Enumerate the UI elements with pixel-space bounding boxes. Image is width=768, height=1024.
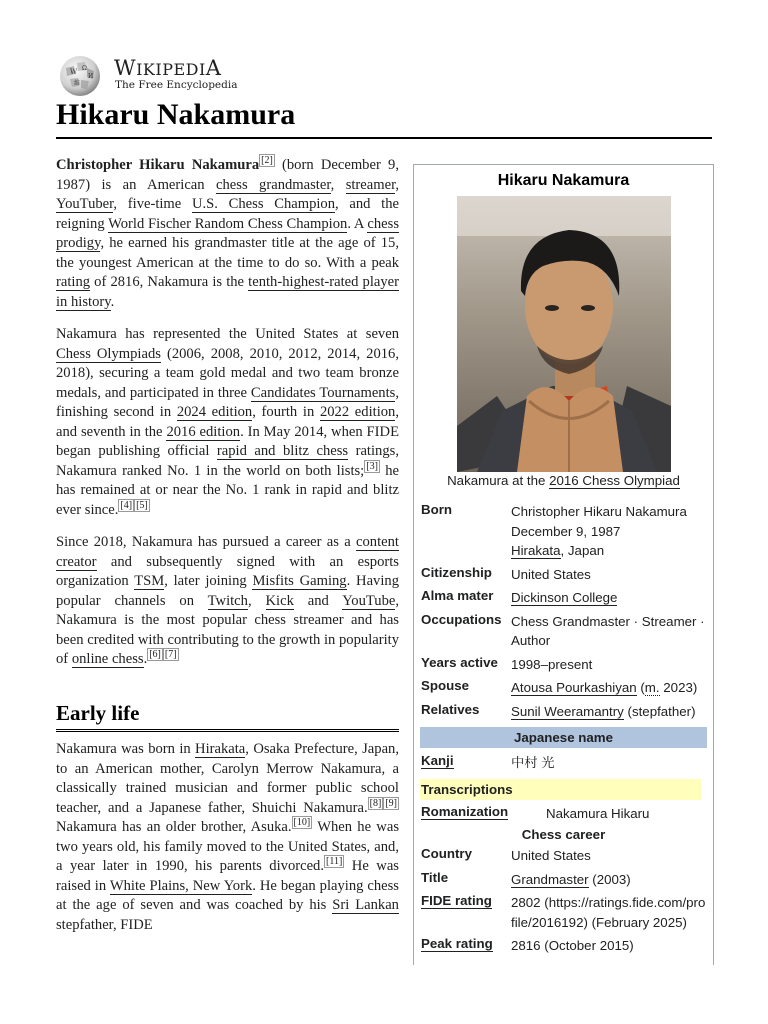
link-romanization[interactable]: Romanization <box>421 803 509 819</box>
wikipedia-tagline: The Free Encyclopedia <box>115 79 238 91</box>
row-relatives: Relatives Sunil Weeramantry (stepfather) <box>421 701 696 719</box>
wikipedia-globe-logo[interactable] <box>56 54 104 98</box>
row-fide-rating: FIDE rating 2802 (https://ratings.fide.com/profile/2016192) (February 2025) <box>421 893 706 930</box>
value-born: Christopher Hikaru Nakamura December 9, 1987 Hirakata, Japan <box>511 504 687 558</box>
link-youtuber[interactable]: YouTuber <box>56 196 114 212</box>
section-japanese-name: Japanese name <box>420 727 707 748</box>
link-chess-prodigy[interactable]: chess prodigy <box>56 215 400 251</box>
link-twitch[interactable]: Twitch <box>207 592 248 609</box>
row-country: Country United States <box>421 846 591 863</box>
infobox <box>413 164 714 965</box>
link-youtube[interactable]: YouTube <box>342 592 396 609</box>
link-misfits[interactable]: Misfits Gaming <box>252 573 347 589</box>
ref-link[interactable]: [2] <box>261 155 273 166</box>
row-kanji: Kanji 中村 光 <box>421 753 555 770</box>
link-candidates[interactable]: Candidates Tournaments <box>250 384 396 401</box>
link-online-chess[interactable]: online chess <box>71 651 144 667</box>
link-chess-grandmaster[interactable]: chess grandmaster <box>216 176 331 193</box>
link-fischer-random[interactable]: World Fischer Random Chess Champion <box>108 215 348 232</box>
link-fide-rating[interactable]: FIDE rating <box>421 893 492 908</box>
article-body <box>56 156 399 948</box>
ref <box>364 460 380 473</box>
row-years-active: Years active 1998–present <box>421 654 593 672</box>
ref <box>292 816 313 829</box>
ref <box>368 797 399 810</box>
page-title: Hikaru Nakamura <box>56 98 712 139</box>
ref <box>118 499 149 512</box>
ref-link[interactable]: [3] <box>366 460 378 472</box>
link-peak-rating[interactable]: Peak rating <box>421 936 493 951</box>
row-romanization: Romanization Nakamura Hikaru <box>421 803 650 821</box>
link-streamer[interactable]: streamer <box>345 176 396 193</box>
row-alma-mater: Alma mater Dickinson College <box>421 588 618 605</box>
link-kanji[interactable]: Kanji <box>421 753 454 768</box>
intro-paragraph-1: Christopher Hikaru Nakamura [2] (born December 9, 1987) is an American chess grandmaster, streamer, YouTuber, five-time U.S. Chess Champion, and the reigning World Fischer Random Chess Champion. A chess prodigy, he earned his grandmaster title at the age of 15, the youngest American at the time to do so. With a peak rating of 2816, Nakamura is the tenth-highest-rated player in history. <box>56 155 400 310</box>
link-rating[interactable]: rating <box>56 274 91 290</box>
ref-link[interactable]: [10] <box>293 817 311 828</box>
ref-link[interactable]: [4] <box>120 499 133 511</box>
section-heading-early-life: Early life <box>56 704 399 733</box>
link-spouse[interactable]: Atousa Pourkashiyan <box>511 680 637 695</box>
section-chess-career: Chess career <box>521 827 606 842</box>
svg-text:И: И <box>88 73 94 80</box>
ref-link[interactable]: [11] <box>326 856 343 867</box>
link-2016-chess-olympiad[interactable]: 2016 Chess Olympiad <box>549 473 680 488</box>
link-hirakata-infobox[interactable]: Hirakata <box>511 543 561 558</box>
ref-link[interactable]: [7] <box>164 649 177 660</box>
link-rapid-blitz[interactable]: rapid and blitz chess <box>216 443 349 459</box>
row-citizenship: Citizenship United States <box>421 564 591 582</box>
link-white-plains[interactable]: White Plains, New York <box>109 877 253 894</box>
ref <box>259 154 275 167</box>
link-grandmaster[interactable]: Grandmaster <box>511 871 589 887</box>
photo-caption: Nakamura at the 2016 Chess Olympiad <box>447 473 680 488</box>
ref-link[interactable]: [8] <box>369 797 382 809</box>
row-peak-rating: Peak rating 2816 (October 2015) <box>421 936 634 953</box>
row-title: Title Grandmaster (2003) <box>421 869 631 887</box>
row-born <box>421 502 707 561</box>
row-spouse: Spouse Atousa Pourkashiyan (m. 2023) <box>421 678 698 695</box>
ref-link[interactable]: [5] <box>136 499 148 511</box>
ref <box>324 855 344 868</box>
link-sri-lankan[interactable]: Sri Lankan <box>332 897 399 913</box>
wikipedia-wordmark[interactable]: WIKIPEDIA <box>114 56 222 80</box>
link-tsm[interactable]: TSM <box>134 573 165 589</box>
link-dickinson[interactable]: Dickinson College <box>511 590 618 605</box>
link-tenth-highest[interactable]: tenth-highest-rated player in history <box>56 274 399 310</box>
svg-text:W: W <box>70 68 78 76</box>
intro-paragraph-2: Nakamura has represented the United States at seven Chess Olympiads (2006, 2008, 2010, 2012, 2014, 2016, 2018), securing a team gold medal and two team bronze medals, and participated in three Candidates Tournaments, finishing second in 2024 edition, fourth in 2022 edition, and seventh in the 2016 edition. In May 2014, when FIDE began publishing official rapid and blitz chess ratings, Nakamura ranked No. 1 in the world on both lists; [3] he has remained at or near the No. 1 rank in rapid and blitz ever since. [4] [5] <box>56 326 399 518</box>
row-occupations: Occupations Chess Grandmaster · Streamer · Author <box>421 611 705 648</box>
link-content-creator[interactable]: content creator <box>56 534 399 570</box>
infobox-title: Hikaru Nakamura <box>497 172 630 189</box>
svg-text:維: 維 <box>74 80 81 87</box>
intro-paragraph-3: Since 2018, Nakamura has pursued a career as a content creator and subsequently signed with an esports organization TSM, later joining Misfits Gaming. Having popular channels on Twitch, Kick and YouTube, Nakamura is the most popular chess streamer and has been credited with contributing to the growth in popularity of online chess. [6] [7] <box>56 534 400 667</box>
label-born: Born <box>421 502 453 517</box>
portrait-photo[interactable] <box>457 196 671 472</box>
ref-link[interactable]: [9] <box>385 797 397 809</box>
abbr-married[interactable]: m. <box>644 680 660 695</box>
section-transcriptions: Transcriptions <box>420 779 701 800</box>
ref <box>147 648 178 661</box>
link-stepfather[interactable]: Sunil Weeramantry <box>511 703 624 719</box>
link-hirakata[interactable]: Hirakata <box>195 741 246 757</box>
link-chess-olympiads[interactable]: Chess Olympiads <box>56 345 161 362</box>
link-us-chess-champion[interactable]: U.S. Chess Champion <box>191 196 336 212</box>
link-2024-edition[interactable]: 2024 edition <box>176 404 253 420</box>
link-2022-edition[interactable]: 2022 edition <box>319 404 396 420</box>
link-2016-edition[interactable]: 2016 edition <box>166 423 241 440</box>
ref-link[interactable]: [6] <box>149 649 161 660</box>
early-life-paragraph: Nakamura was born in Hirakata, Osaka Prefecture, Japan, to an American mother, Carolyn Merrow Nakamura, a classically trained musician and former public school teacher, and a Japanese father, Shuichi Nakamura. [8] [9] Nakamura has an older brother, Asuka. [10] When he was two years old, his family moved to the United States, and, a year later in 1990, his parents divorced. [11] He was raised in White Plains, New York. He began playing chess at the age of seven and was coached by his Sri Lankan stepfather, FIDE <box>56 741 399 933</box>
bold-name: Christopher Hikaru Nakamura <box>56 157 260 173</box>
svg-text:Ω: Ω <box>82 65 87 72</box>
link-kick[interactable]: Kick <box>265 592 294 609</box>
